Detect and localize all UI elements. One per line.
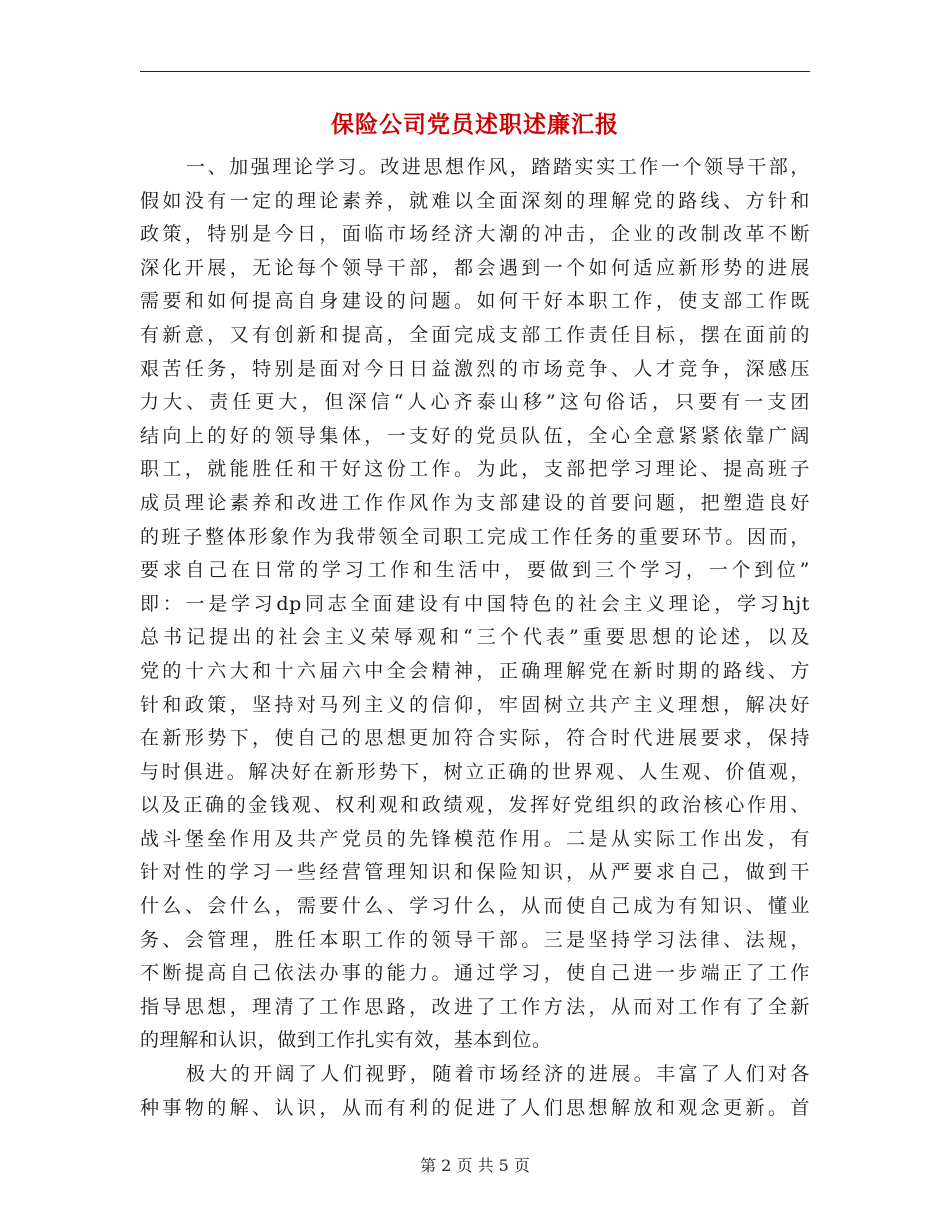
body-line: 什么、会什么，需要什么、学习什么，从而使自己成为有知识、懂业 <box>140 895 810 918</box>
header-rule <box>140 71 810 72</box>
body-line: 不断提高自己依法办事的能力。通过学习，使自己进一步端正了工作 <box>140 962 810 985</box>
body-line: 需要和如何提高自身建设的问题。如何干好本职工作，使支部工作既 <box>140 290 810 313</box>
body-line: 极大的开阔了人们视野，随着市场经济的进展。丰富了人们对各 <box>186 1063 810 1086</box>
body-line: 针和政策，坚持对马列主义的信仰，牢固树立共产主义理想，解决好 <box>140 693 810 716</box>
body-line: 总书记提出的社会主义荣辱观和“三个代表”重要思想的论述，以及 <box>140 626 810 649</box>
page-number: 第 2 页 共 5 页 <box>420 1156 530 1175</box>
body-line: 与时俱进。解决好在新形势下，树立正确的世界观、人生观、价值观， <box>140 760 810 783</box>
body-line: 务、会管理，胜任本职工作的领导干部。三是坚持学习法律、法规， <box>140 928 810 951</box>
body-line: 以及正确的金钱观、权利观和政绩观，发挥好党组织的政治核心作用、 <box>140 794 810 817</box>
body-line: 指导思想，理清了工作思路，改进了工作方法，从而对工作有了全新 <box>140 995 810 1018</box>
body-line: 的理解和认识，做到工作扎实有效，基本到位。 <box>140 1029 552 1052</box>
body-line: 成员理论素养和改进工作作风作为支部建设的首要问题，把塑造良好 <box>140 491 810 514</box>
body-line: 力大、责任更大，但深信“人心齐泰山移”这句俗话，只要有一支团 <box>140 391 810 414</box>
body-line: 职工，就能胜任和干好这份工作。为此，支部把学习理论、提高班子 <box>140 458 810 481</box>
body-line: 一、加强理论学习。改进思想作风，踏踏实实工作一个领导干部， <box>186 156 810 178</box>
body-line: 种事物的解、认识，从而有利的促进了人们思想解放和观念更新。首 <box>140 1096 810 1119</box>
document-title: 保险公司党员述职述廉汇报 <box>331 111 619 138</box>
body-line: 的班子整体形象作为我带领全司职工完成工作任务的重要环节。因而， <box>140 525 810 548</box>
body-line: 假如没有一定的理论素养，就难以全面深刻的理解党的路线、方针和 <box>140 189 810 212</box>
body-line: 结向上的好的领导集体，一支好的党员队伍，全心全意紧紧依靠广阔 <box>140 424 810 447</box>
body-line: 党的十六大和十六届六中全会精神，正确理解党在新时期的路线、方 <box>140 659 810 682</box>
body-line: 有新意，又有创新和提高，全面完成支部工作责任目标，摆在面前的 <box>140 323 810 346</box>
body-line: 政策，特别是今日，面临市场经济大潮的冲击，企业的改制改革不断 <box>140 223 810 246</box>
body-line: 艰苦任务，特别是面对今日日益激烈的市场竞争、人才竞争，深感压 <box>140 357 810 380</box>
body-line: 即：一是学习dp同志全面建设有中国特色的社会主义理论，学习hjt <box>140 592 810 615</box>
body-line: 针对性的学习一些经营管理知识和保险知识，从严要求自己，做到干 <box>140 861 810 884</box>
body-line: 战斗堡垒作用及共产党员的先锋模范作用。二是从实际工作出发，有 <box>140 827 810 850</box>
document-body <box>140 151 810 1125</box>
body-line: 深化开展，无论每个领导干部，都会遇到一个如何适应新形势的进展 <box>140 256 810 279</box>
body-line: 在新形势下，使自己的思想更加符合实际，符合时代进展要求，保持 <box>140 727 810 750</box>
body-line: 要求自己在日常的学习工作和生活中，要做到三个学习，一个到位” <box>140 559 810 582</box>
